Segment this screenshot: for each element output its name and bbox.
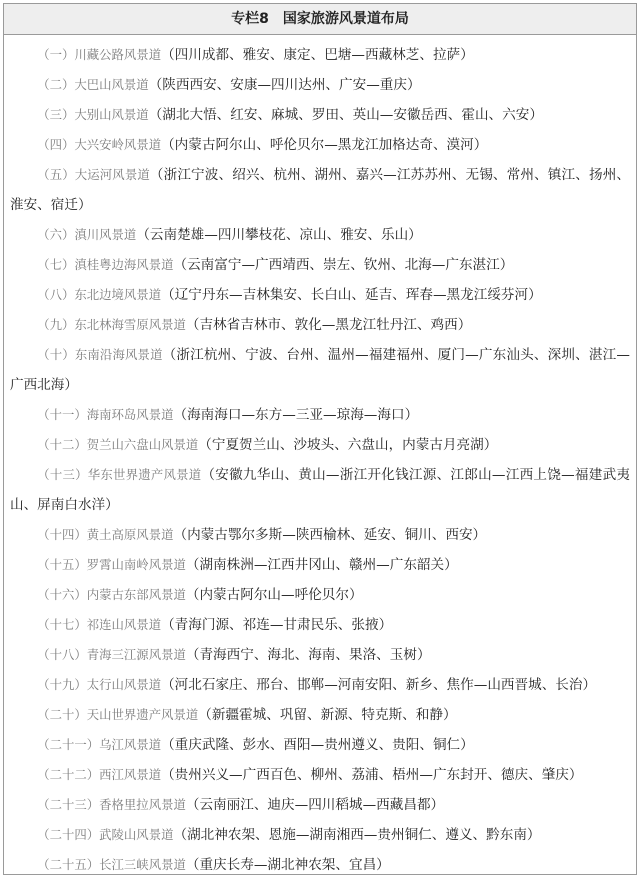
entry-name: 大运河风景道 (74, 167, 150, 182)
entry-number: （二十一） (37, 737, 100, 752)
entry-number: （一） (37, 47, 75, 62)
entry-name: 祁连山风景道 (86, 617, 162, 632)
entry-list (4, 35, 636, 880)
entry-name: 滇桂粤边海风景道 (74, 257, 174, 272)
entry-route: （河北石家庄、邢台、邯郸—河南安阳、新乡、焦作—山西晋城、长治） (161, 677, 597, 693)
entry-name: 东南沿海风景道 (74, 347, 163, 362)
entry-number: （十三） (37, 467, 88, 482)
list-item (10, 40, 630, 70)
entry-name: 太行山风景道 (86, 677, 162, 692)
entry-number: （四） (37, 137, 75, 152)
entry-name: 青海三江源风景道 (86, 647, 186, 662)
entry-route: （湖南株洲—江西井冈山、赣州—广东韶关） (185, 557, 458, 573)
sidebar-box (3, 3, 637, 875)
entry-number: （八） (37, 287, 75, 302)
list-item (10, 850, 630, 880)
entry-number: （十七） (37, 617, 87, 632)
entry-route: （青海门源、祁连—甘肃民乐、张掖） (161, 617, 393, 633)
entry-number: （三） (37, 107, 75, 122)
entry-name: 天山世界遗产风景道 (86, 707, 199, 722)
entry-name: 大巴山风景道 (74, 77, 149, 92)
entry-route: （四川成都、雅安、康定、巴塘—西藏林芝、拉萨） (161, 47, 474, 63)
list-item (10, 670, 630, 700)
entry-number: （二十四） (37, 827, 100, 842)
entry-route: （云南富宁—广西靖西、崇左、钦州、北海—广东湛江） (173, 257, 514, 273)
entry-number: （十一） (37, 407, 87, 422)
entry-name: 贺兰山六盘山风景道 (86, 437, 199, 452)
list-item (10, 400, 630, 430)
entry-route: （吉林省吉林市、敦化—黑龙江牡丹江、鸡西） (185, 317, 472, 333)
entry-name: 乌江风景道 (99, 737, 162, 752)
entry-route: （青海西宁、海北、海南、果洛、玉树） (185, 647, 431, 663)
entry-route: （浙江宁波、绍兴、杭州、湖州、嘉兴—江苏苏州、无锡、常州、镇江、扬州、淮安、宿迁） (10, 167, 631, 213)
entry-number: （二十五） (37, 857, 100, 872)
entry-route: （内蒙古阿尔山、呼伦贝尔—黑龙江加格达奇、漠河） (161, 137, 488, 153)
list-item (10, 160, 630, 220)
entry-number: （十六） (37, 587, 87, 602)
entry-route: （海南海口—东方—三亚—琼海—海口） (173, 407, 419, 423)
entry-route: （湖北大悟、红安、麻城、罗田、英山—安徽岳西、霍山、六安） (148, 107, 543, 123)
list-item (10, 640, 630, 670)
list-item (10, 130, 630, 160)
entry-number: （十五） (37, 557, 87, 572)
entry-number: （十二） (37, 437, 87, 452)
entry-route: （重庆长寿—湖北神农架、宜昌） (185, 857, 390, 873)
entry-name: 大兴安岭风景道 (74, 137, 162, 152)
entry-number: （五） (37, 167, 75, 182)
entry-number: （九） (37, 317, 75, 332)
entry-route: （云南丽江、迪庆—四川稻城—西藏昌都） (185, 797, 445, 813)
entry-name: 川藏公路风景道 (74, 47, 162, 62)
entry-number: （七） (37, 257, 75, 272)
entry-name: 黄土高原风景道 (86, 527, 174, 542)
entry-number: （二十二） (37, 767, 100, 782)
list-item (10, 550, 630, 580)
entry-route: （宁夏贺兰山、沙坡头、六盘山，内蒙古月亮湖） (198, 437, 498, 453)
list-item (10, 520, 630, 550)
entry-name: 华东世界遗产风景道 (87, 467, 202, 482)
entry-name: 香格里拉风景道 (99, 797, 186, 812)
list-item (10, 100, 630, 130)
entry-number: （二十三） (37, 797, 100, 812)
list-item (10, 580, 630, 610)
entry-number: （十九） (37, 677, 87, 692)
box-title: 专栏8 国家旅游风景道布局 (4, 4, 636, 35)
list-item (10, 220, 630, 250)
list-item (10, 730, 630, 760)
entry-route: （安徽九华山、黄山—浙江开化钱江源、江郎山—江西上饶—福建武夷山、屏南白水洋） (10, 467, 631, 513)
entry-route: （新疆霍城、巩留、新源、特克斯、和静） (198, 707, 457, 723)
list-item (10, 250, 630, 280)
list-item (10, 430, 630, 460)
entry-number: （二） (37, 77, 75, 92)
list-item (10, 820, 630, 850)
entry-name: 滇川风景道 (74, 227, 137, 242)
list-item (10, 340, 630, 400)
entry-name: 长江三峡风景道 (99, 857, 186, 872)
list-item (10, 700, 630, 730)
entry-route: （内蒙古鄂尔多斯—陕西榆林、延安、铜川、西安） (173, 527, 487, 543)
entry-route: （辽宁丹东—吉林集安、长白山、延吉、珲春—黑龙江绥芬河） (161, 287, 542, 303)
entry-number: （十八） (37, 647, 87, 662)
list-item (10, 460, 630, 520)
list-item (10, 70, 630, 100)
entry-number: （十四） (37, 527, 87, 542)
entry-route: （浙江杭州、宁波、台州、温州—福建福州、厦门—广东汕头、深圳、湛江—广西北海） (10, 347, 630, 393)
entry-route: （陕西西安、安康—四川达州、广安—重庆） (148, 77, 421, 93)
entry-route: （湖北神农架、恩施—湖南湘西—贵州铜仁、遵义、黔东南） (173, 827, 541, 843)
entry-number: （二十） (37, 707, 87, 722)
list-item (10, 760, 630, 790)
entry-route: （内蒙古阿尔山—呼伦贝尔） (185, 587, 363, 603)
entry-number: （十） (37, 347, 75, 362)
list-item (10, 310, 630, 340)
entry-number: （六） (37, 227, 75, 242)
entry-route: （重庆武隆、彭水、酉阳—贵州遵义、贵阳、铜仁） (161, 737, 474, 753)
list-item (10, 280, 630, 310)
entry-name: 罗霄山南岭风景道 (86, 557, 186, 572)
entry-name: 大别山风景道 (74, 107, 149, 122)
entry-name: 武陵山风景道 (99, 827, 174, 842)
list-item (10, 790, 630, 820)
entry-name: 东北林海雪原风景道 (74, 317, 186, 332)
list-item (10, 610, 630, 640)
entry-route: （贵州兴义—广西百色、柳州、荔浦、梧州—广东封开、德庆、肇庆） (161, 767, 583, 783)
entry-name: 西江风景道 (99, 767, 162, 782)
entry-route: （云南楚雄—四川攀枝花、凉山、雅安、乐山） (136, 227, 422, 243)
entry-name: 海南环岛风景道 (86, 407, 174, 422)
entry-name: 内蒙古东部风景道 (86, 587, 186, 602)
entry-name: 东北边境风景道 (74, 287, 162, 302)
